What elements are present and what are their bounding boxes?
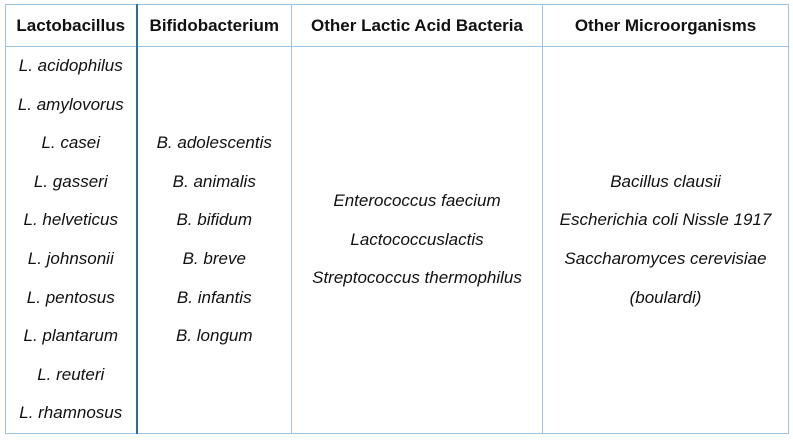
header-other-microorganisms: Other Microorganisms <box>543 5 789 47</box>
bifidobacterium-cell <box>137 47 292 434</box>
other-microorganisms-list <box>543 163 788 317</box>
list-item: B. infantis <box>176 287 252 307</box>
list-item: L. rhamnosus <box>19 403 123 423</box>
list-item: L. johnsonii <box>27 248 114 268</box>
list-item: L. reuteri <box>37 364 105 384</box>
list-item: Saccharomyces cerevisiae <box>564 248 767 268</box>
list-item: L. acidophilus <box>18 56 123 75</box>
bifidobacterium-list <box>138 124 292 356</box>
list-item: Bacillus clausii <box>610 171 721 191</box>
table-body-row <box>6 47 789 434</box>
header-lactobacillus: Lactobacillus <box>6 5 137 47</box>
list-item: L. plantarum <box>23 326 118 346</box>
list-item: L. amylovorus <box>17 94 124 114</box>
probiotics-table <box>5 4 789 434</box>
probiotics-table-container <box>5 4 788 433</box>
list-item: B. longum <box>175 326 253 346</box>
header-bifidobacterium: Bifidobacterium <box>137 5 292 47</box>
list-item: L. casei <box>41 133 101 153</box>
table-header-row <box>6 5 789 47</box>
other-microorganisms-cell <box>543 47 789 434</box>
list-item: B. bifidum <box>176 210 253 230</box>
list-item: L. gasseri <box>33 171 108 191</box>
list-item: L. helveticus <box>23 210 118 230</box>
header-other-lactic-acid-bacteria: Other Lactic Acid Bacteria <box>292 5 543 47</box>
lactobacillus-list <box>6 47 136 433</box>
other-lactic-acid-bacteria-cell <box>292 47 543 434</box>
list-item: Lactococcuslactis <box>350 229 484 249</box>
list-item: B. breve <box>182 248 246 268</box>
list-item: Streptococcus thermophilus <box>312 268 522 288</box>
list-item: B. adolescentis <box>156 133 272 153</box>
lactobacillus-cell <box>6 47 137 434</box>
list-item: Escherichia coli Nissle 1917 <box>559 210 772 230</box>
list-item: (boulardi) <box>629 287 702 307</box>
list-item: B. animalis <box>172 171 256 191</box>
other-lactic-acid-bacteria-list <box>292 182 542 298</box>
list-item: L. pentosus <box>26 287 115 307</box>
list-item: Enterococcus faecium <box>333 191 501 211</box>
